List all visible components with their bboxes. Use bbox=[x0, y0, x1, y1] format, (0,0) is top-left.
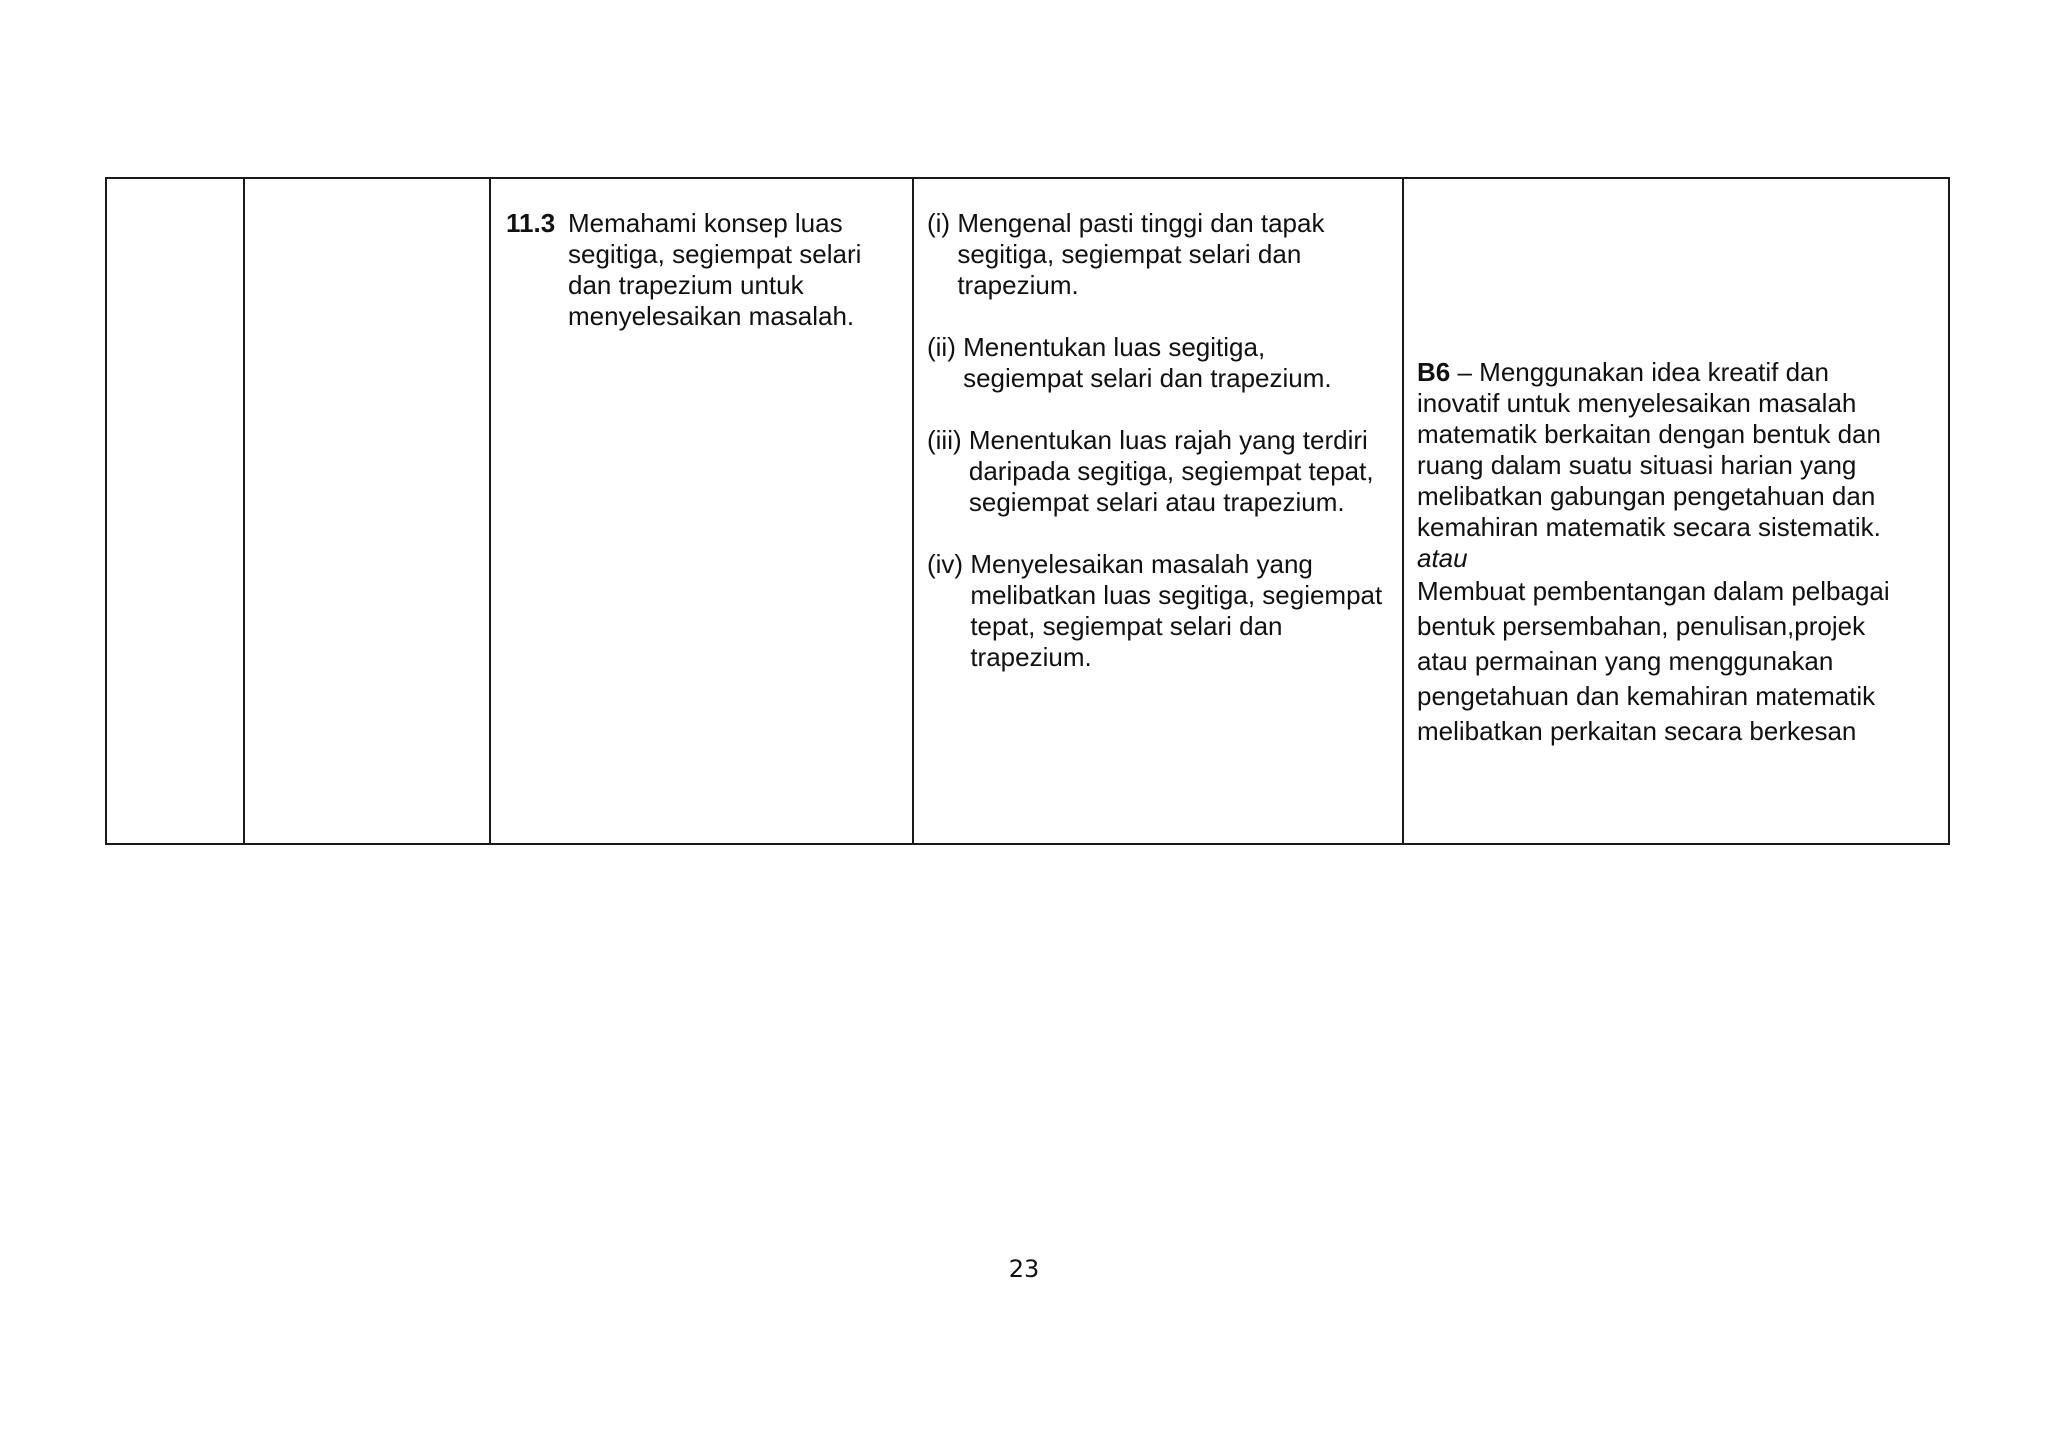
item-number: (ii) bbox=[927, 332, 964, 362]
table-row bbox=[106, 178, 1949, 844]
performance-level-cell bbox=[1403, 178, 1949, 844]
item-number: (iii) bbox=[927, 425, 969, 455]
page-number: 23 bbox=[1008, 1255, 1040, 1283]
list-item bbox=[927, 208, 1390, 301]
standard-number: 11.3 bbox=[506, 208, 556, 238]
performance-dash: – bbox=[1450, 357, 1480, 387]
item-number: (iv) bbox=[927, 549, 971, 579]
item-text: Menyelesaikan masalah yang melibatkan luas segitiga, segiempat tepat, segiempat selari dan trapezium. bbox=[970, 549, 1383, 672]
empty-cell-1 bbox=[106, 178, 244, 844]
learning-standard bbox=[491, 179, 912, 332]
learning-standard-cell bbox=[490, 178, 913, 844]
item-text: Menentukan luas segitiga, segiempat selari dan trapezium. bbox=[963, 332, 1332, 393]
learning-outcomes-cell bbox=[913, 178, 1403, 844]
empty-cell-2 bbox=[244, 178, 490, 844]
performance-first-paragraph bbox=[1417, 357, 1918, 543]
item-text: Menentukan luas rajah yang terdiri daripada segitiga, segiempat tepat, segiempat selari atau trapezium. bbox=[968, 425, 1374, 517]
standard-text: Memahami konsep luas segitiga, segiempat selari dan trapezium untuk menyelesaikan masalah. bbox=[568, 208, 862, 331]
list-item bbox=[927, 332, 1390, 394]
performance-or: atau bbox=[1417, 543, 1468, 573]
item-text: Mengenal pasti tinggi dan tapak segitiga, segiempat selari dan trapezium. bbox=[957, 208, 1325, 300]
performance-code: B6 bbox=[1417, 357, 1451, 387]
list-item bbox=[927, 549, 1390, 673]
list-item bbox=[927, 425, 1390, 518]
performance-text: Menggunakan idea kreatif dan inovatif untuk menyelesaikan masalah matematik berkaitan dengan bentuk dan ruang dalam suatu situasi harian yang melibatkan gabungan pengetahuan dan kemahiran matematik secara sistematik. bbox=[1417, 357, 1881, 542]
performance-level bbox=[1404, 179, 1948, 749]
item-number: (i) bbox=[927, 208, 958, 238]
curriculum-table bbox=[105, 177, 1950, 845]
learning-outcomes-list bbox=[914, 179, 1402, 673]
performance-second-text: Membuat pembentangan dalam pelbagai bentuk persembahan, penulisan,projek atau permainan yang menggunakan pengetahuan dan kemahiran matematik melibatkan perkaitan secara berkesan bbox=[1417, 576, 1890, 746]
